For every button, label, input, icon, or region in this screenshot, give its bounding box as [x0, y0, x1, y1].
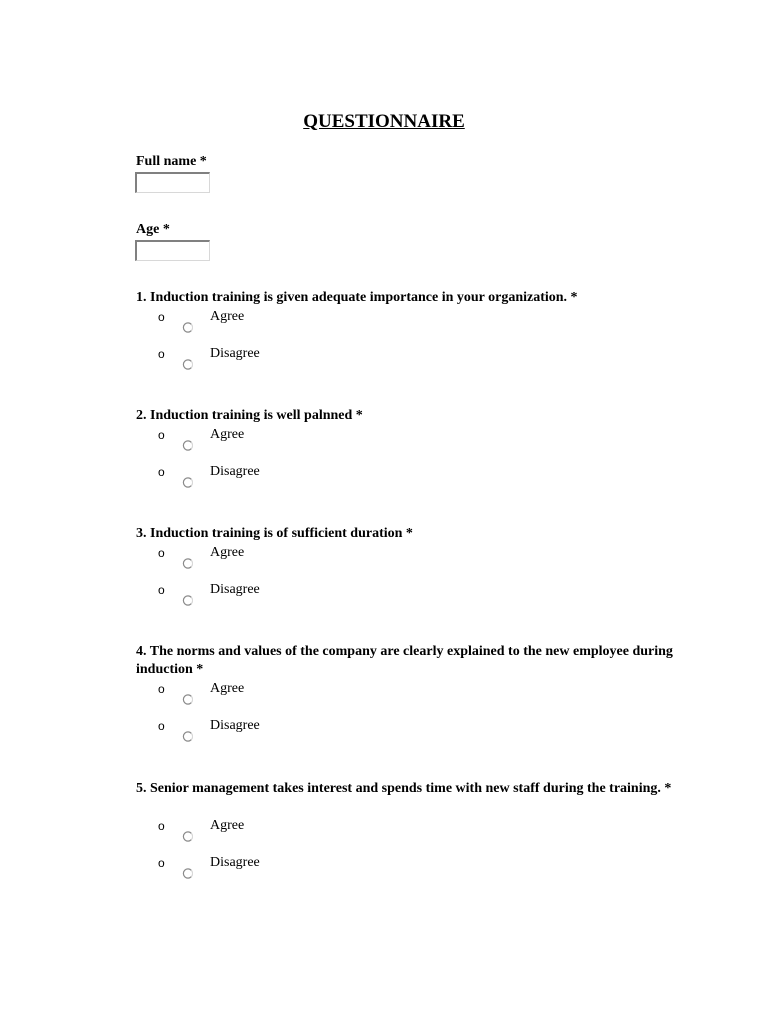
question-5: 5. Senior management takes interest and spends time with new staff during the training. *	[136, 781, 672, 796]
option-label: Agree	[210, 427, 245, 442]
radio-button[interactable]	[182, 558, 193, 569]
bullet-icon: o	[158, 546, 165, 560]
option-label: Disagree	[210, 855, 260, 870]
option-label: Agree	[210, 681, 245, 696]
page-title: QUESTIONNAIRE	[303, 111, 465, 132]
option-label: Agree	[210, 818, 245, 833]
option-label: Agree	[210, 545, 245, 560]
question-3-option-agree	[0, 546, 768, 576]
radio-button[interactable]	[182, 477, 193, 488]
question-2: 2. Induction training is well palnned *	[136, 408, 363, 423]
bullet-icon: o	[158, 428, 165, 442]
question-2-option-agree	[0, 428, 768, 458]
full-name-label: Full name *	[136, 154, 207, 169]
bullet-icon: o	[158, 719, 165, 733]
question-4: 4. The norms and values of the company are clearly explained to the new employee during induction *	[136, 644, 673, 677]
question-1: 1. Induction training is given adequate importance in your organization. *	[136, 290, 578, 305]
age-input[interactable]	[135, 240, 210, 261]
bullet-icon: o	[158, 347, 165, 361]
radio-button[interactable]	[182, 322, 193, 333]
radio-button[interactable]	[182, 440, 193, 451]
radio-button[interactable]	[182, 868, 193, 879]
radio-button[interactable]	[182, 831, 193, 842]
radio-button[interactable]	[182, 694, 193, 705]
radio-button[interactable]	[182, 731, 193, 742]
radio-button[interactable]	[182, 595, 193, 606]
question-4-option-agree	[0, 682, 768, 712]
bullet-icon: o	[158, 583, 165, 597]
option-label: Disagree	[210, 718, 260, 733]
question-3-option-disagree	[0, 583, 768, 613]
question-5-option-disagree	[0, 856, 768, 886]
option-label: Disagree	[210, 346, 260, 361]
option-label: Agree	[210, 309, 245, 324]
full-name-input[interactable]	[135, 172, 210, 193]
bullet-icon: o	[158, 465, 165, 479]
bullet-icon: o	[158, 682, 165, 696]
option-label: Disagree	[210, 582, 260, 597]
question-5-option-agree	[0, 819, 768, 849]
bullet-icon: o	[158, 819, 165, 833]
radio-button[interactable]	[182, 359, 193, 370]
bullet-icon: o	[158, 310, 165, 324]
age-label: Age *	[136, 222, 170, 237]
question-2-option-disagree	[0, 465, 768, 495]
question-1-option-agree	[0, 310, 768, 340]
question-4-option-disagree	[0, 719, 768, 749]
question-1-option-disagree	[0, 347, 768, 377]
option-label: Disagree	[210, 464, 260, 479]
bullet-icon: o	[158, 856, 165, 870]
question-3: 3. Induction training is of sufficient duration *	[136, 526, 413, 541]
